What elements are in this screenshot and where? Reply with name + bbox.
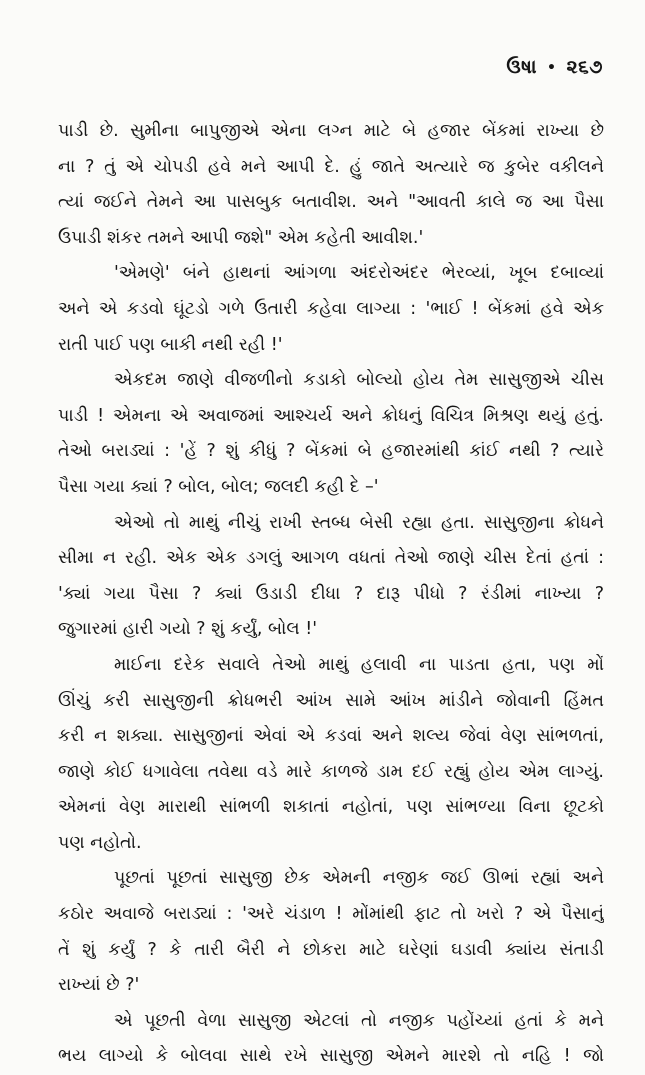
text-line: જુગારમાં હારી ગયો ? શું કર્યું, બોલ !' [58,619,318,640]
text-line: પાડી છે. સુમીના બાપુજીએ એના લગ્ન માટે બે હજાર બેંકમાં રાખ્યા છે [58,121,604,141]
text-line: ઉપાડી શંકર તમને આપી જશે" એમ કહેતી આવીશ.' [58,227,424,248]
running-head-title: ઉષા [506,56,538,78]
text-line: ઊંચું કરી સાસુજીની ક્રોધભરી આંખ સામે આંખ માંડીને જોવાની હિંમત [58,690,604,711]
text-line: સીમા ન રહી. એક એક ડગલું આગળ વધતાં તેઓ જાણે ચીસ દેતાં હતાં : [58,548,604,569]
text-line: માઈના દરેક સવાલે તેઓ માથું હલાવી ના પાડતા હતા, પણ મોં [114,654,604,675]
text-line: તેં શું કર્યું ? કે તારી બૈરી ને છોકરા માટે ઘરેણાં ઘડાવી ક્યાંય સંતાડી [58,939,604,960]
text-line: કરી ન શક્યા. સાસુજીનાં એવાં એ કડવાં અને શલ્ય જેવાં વેણ સાંભળતાં, [58,726,604,747]
text-line: એઓ તો માથું નીચું રાખી સ્તબ્ધ બેસી રહ્યા હતા. સાસુજીના ક્રોધને [114,512,604,533]
text-line: એ પૂછતી વેળા સાસુજી એટલાં તો નજીક પહોંચ્યાં હતાં કે મને [114,1010,604,1031]
text-line: રાતી પાઈ પણ બાકી નથી રહી !' [58,334,283,355]
page-number: ૨૬૭ [566,56,603,78]
text-line: અને એ કડવો ઘૂંટડો ગળે ઉતારી કહેવા લાગ્યા : 'ભાઈ ! બેંકમાં હવે એક [58,298,604,319]
text-line: ત્યાં જઈને તેમને આ પાસબુક બતાવીશ. અને "આવતી કાલે જ આ પૈસા [58,192,604,213]
text-line: ભય લાગ્યો કે બોલવા સાથે રખે સાસુજી એમને મારશે તો નહિ ! જો [58,1046,604,1067]
text-line: 'ક્યાં ગયા પૈસા ? ક્યાં ઉડાડી દીધા ? દારૂ પીધો ? રંડીમાં નાખ્યા ? [58,583,604,604]
text-line: ના ? તું એ ચોપડી હવે મને આપી દે. હું જાતે અત્યારે જ કુબેર વકીલને [58,156,604,177]
text-line: જાણે કોઈ ધગાવેલા તવેથા વડે મારે કાળજે ડામ દઈ રહ્યું હોય એમ લાગ્યું. [58,761,604,782]
text-line: પૂછતાં પૂછતાં સાસુજી છેક એમની નજીક જઈ ઊભાં રહ્યાં અને [114,868,604,889]
running-head-separator: • [547,59,557,76]
text-line: 'એમણે' બંને હાથનાં આંગળા અંદરોઅંદર ભેરવ્યાં, ખૂબ દબાવ્યાં [114,263,604,284]
body-text [58,114,604,1075]
text-line: પાડી ! એમના એ અવાજમાં આશ્ચર્ય અને ક્રોધનું વિચિત્ર મિશ્રણ થયું હતું. [58,405,604,426]
text-line: તેઓ બરાડ્યાં : 'હેં ? શું કીધું ? બેંકમાં બે હજારમાંથી કાંઈ નથી ? ત્યારે [58,441,604,462]
text-line: રાખ્યાં છે ?' [58,975,140,996]
text-line: પણ નહોતો. [58,832,142,853]
running-head [506,56,603,78]
text-line: એકદમ જાણે વીજળીનો કડાકો બોલ્યો હોય તેમ સાસુજીએ ચીસ [114,370,604,391]
text-line: કઠોર અવાજે બરાડ્યાં : 'અરે ચંડાળ ! મોંમાંથી ફાટ તો ખરો ? એ પૈસાનું [58,904,604,925]
text-line: એમનાં વેણ મારાથી સાંભળી શકાતાં નહોતાં, પણ સાંભળ્યા વિના છૂટકો [58,797,604,818]
text-line: પૈસા ગયા ક્યાં ? બોલ, બોલ; જલદી કહી દે –' [58,476,379,497]
